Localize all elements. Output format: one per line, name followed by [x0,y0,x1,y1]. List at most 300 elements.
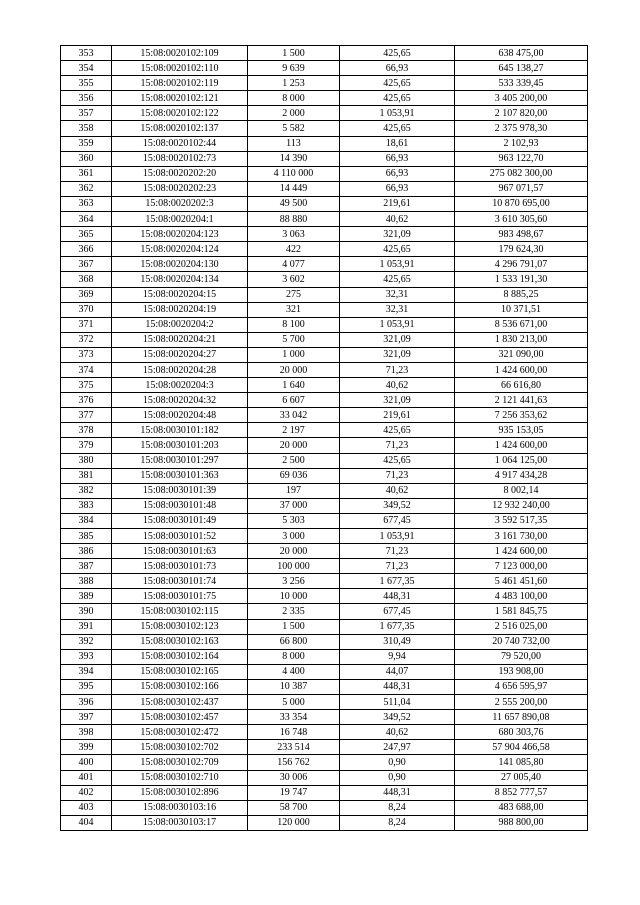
area-cell: 66 800 [248,634,340,649]
table-row [61,453,588,468]
specific-value-cell: 66,93 [340,181,455,196]
area-cell: 2 335 [248,604,340,619]
cadastral-number-cell: 15:08:0020102:122 [112,106,248,121]
cadastral-number-cell: 15:08:0030103:16 [112,800,248,815]
cadastral-value-cell: 1 581 845,75 [455,604,588,619]
area-cell: 37 000 [248,498,340,513]
cadastral-number-cell: 15:08:0030101:52 [112,529,248,544]
table-row [61,619,588,634]
row-number-cell: 369 [61,287,112,302]
specific-value-cell: 677,45 [340,604,455,619]
specific-value-cell: 1 053,91 [340,106,455,121]
area-cell: 5 582 [248,121,340,136]
cadastral-value-cell: 321 090,00 [455,347,588,362]
cadastral-value-cell: 2 375 978,30 [455,121,588,136]
row-number-cell: 371 [61,317,112,332]
cadastral-number-cell: 15:08:0020102:119 [112,76,248,91]
table-row [61,513,588,528]
row-number-cell: 391 [61,619,112,634]
row-number-cell: 387 [61,559,112,574]
specific-value-cell: 425,65 [340,242,455,257]
table-row [61,136,588,151]
area-cell: 4 400 [248,664,340,679]
cadastral-number-cell: 15:08:0020204:28 [112,362,248,377]
row-number-cell: 390 [61,604,112,619]
row-number-cell: 363 [61,196,112,211]
cadastral-number-cell: 15:08:0030102:896 [112,785,248,800]
row-number-cell: 374 [61,362,112,377]
row-number-cell: 397 [61,710,112,725]
row-number-cell: 399 [61,740,112,755]
cadastral-value-cell: 10 870 695,00 [455,196,588,211]
row-number-cell: 357 [61,106,112,121]
area-cell: 5 303 [248,513,340,528]
specific-value-cell: 71,23 [340,544,455,559]
cadastral-number-cell: 15:08:0030102:457 [112,710,248,725]
row-number-cell: 377 [61,408,112,423]
row-number-cell: 403 [61,800,112,815]
specific-value-cell: 71,23 [340,362,455,377]
cadastral-value-cell: 1 064 125,00 [455,453,588,468]
row-number-cell: 373 [61,347,112,362]
table-row [61,393,588,408]
area-cell: 1 500 [248,619,340,634]
specific-value-cell: 349,52 [340,710,455,725]
row-number-cell: 379 [61,438,112,453]
area-cell: 120 000 [248,815,340,830]
table-row [61,272,588,287]
area-cell: 20 000 [248,362,340,377]
specific-value-cell: 448,31 [340,589,455,604]
cadastral-value-cell: 638 475,00 [455,46,588,61]
table-row [61,121,588,136]
specific-value-cell: 32,31 [340,302,455,317]
cadastral-number-cell: 15:08:0020102:110 [112,61,248,76]
cadastral-number-cell: 15:08:0020102:73 [112,151,248,166]
specific-value-cell: 321,09 [340,227,455,242]
cadastral-number-cell: 15:08:0020102:109 [112,46,248,61]
table-row [61,604,588,619]
cadastral-value-cell: 275 082 300,00 [455,166,588,181]
table-row [61,76,588,91]
specific-value-cell: 448,31 [340,785,455,800]
cadastral-value-cell: 533 339,45 [455,76,588,91]
area-cell: 5 700 [248,332,340,347]
row-number-cell: 375 [61,378,112,393]
cadastral-number-cell: 15:08:0020102:44 [112,136,248,151]
cadastral-number-cell: 15:08:0020204:48 [112,408,248,423]
cadastral-value-cell: 645 138,27 [455,61,588,76]
cadastral-value-cell: 66 616,80 [455,378,588,393]
area-cell: 1 640 [248,378,340,393]
specific-value-cell: 66,93 [340,61,455,76]
cadastral-value-cell: 680 303,76 [455,725,588,740]
area-cell: 9 639 [248,61,340,76]
cadastral-number-cell: 15:08:0030102:166 [112,679,248,694]
area-cell: 16 748 [248,725,340,740]
row-number-cell: 383 [61,498,112,513]
specific-value-cell: 425,65 [340,453,455,468]
cadastral-number-cell: 15:08:0030101:363 [112,468,248,483]
row-number-cell: 366 [61,242,112,257]
cadastral-value-cell: 4 656 595,97 [455,679,588,694]
row-number-cell: 398 [61,725,112,740]
area-cell: 3 063 [248,227,340,242]
specific-value-cell: 0,90 [340,755,455,770]
cadastral-value-cell: 935 153,05 [455,423,588,438]
table-row [61,634,588,649]
area-cell: 14 449 [248,181,340,196]
area-cell: 2 197 [248,423,340,438]
area-cell: 49 500 [248,196,340,211]
cadastral-number-cell: 15:08:0030102:164 [112,649,248,664]
cadastral-number-cell: 15:08:0030101:49 [112,513,248,528]
table-row [61,529,588,544]
table-row [61,362,588,377]
specific-value-cell: 40,62 [340,378,455,393]
cadastral-value-cell: 8 852 777,57 [455,785,588,800]
cadastral-value-cell: 1 424 600,00 [455,544,588,559]
table-row [61,800,588,815]
cadastral-number-cell: 15:08:0030101:74 [112,574,248,589]
cadastral-value-cell: 179 624,30 [455,242,588,257]
specific-value-cell: 0,90 [340,770,455,785]
specific-value-cell: 448,31 [340,679,455,694]
specific-value-cell: 32,31 [340,287,455,302]
row-number-cell: 396 [61,695,112,710]
specific-value-cell: 40,62 [340,483,455,498]
area-cell: 233 514 [248,740,340,755]
area-cell: 33 354 [248,710,340,725]
row-number-cell: 365 [61,227,112,242]
row-number-cell: 356 [61,91,112,106]
specific-value-cell: 310,49 [340,634,455,649]
cadastral-number-cell: 15:08:0020204:27 [112,347,248,362]
area-cell: 10 387 [248,679,340,694]
table-row [61,46,588,61]
table-row [61,347,588,362]
specific-value-cell: 219,61 [340,408,455,423]
area-cell: 8 000 [248,649,340,664]
cadastral-value-cell: 3 610 305,60 [455,212,588,227]
area-cell: 1 253 [248,76,340,91]
area-cell: 88 880 [248,212,340,227]
cadastral-number-cell: 15:08:0030102:709 [112,755,248,770]
row-number-cell: 392 [61,634,112,649]
area-cell: 3 256 [248,574,340,589]
table-row [61,483,588,498]
cadastral-number-cell: 15:08:0030101:203 [112,438,248,453]
cadastral-value-cell: 3 592 517,35 [455,513,588,528]
area-cell: 3 000 [248,529,340,544]
specific-value-cell: 511,04 [340,695,455,710]
cadastral-number-cell: 15:08:0020204:134 [112,272,248,287]
row-number-cell: 362 [61,181,112,196]
table-row [61,332,588,347]
cadastral-value-cell: 20 740 732,00 [455,634,588,649]
area-cell: 100 000 [248,559,340,574]
cadastral-number-cell: 15:08:0030102:165 [112,664,248,679]
row-number-cell: 401 [61,770,112,785]
specific-value-cell: 8,24 [340,800,455,815]
cadastral-number-cell: 15:08:0030102:472 [112,725,248,740]
cadastral-number-cell: 15:08:0020202:23 [112,181,248,196]
table-row [61,770,588,785]
cadastral-value-cell: 10 371,51 [455,302,588,317]
row-number-cell: 378 [61,423,112,438]
area-cell: 3 602 [248,272,340,287]
specific-value-cell: 425,65 [340,272,455,287]
area-cell: 20 000 [248,544,340,559]
row-number-cell: 367 [61,257,112,272]
row-number-cell: 353 [61,46,112,61]
specific-value-cell: 44,07 [340,664,455,679]
specific-value-cell: 1 677,35 [340,619,455,634]
cadastral-value-cell: 12 932 240,00 [455,498,588,513]
cadastral-value-cell: 57 904 466,58 [455,740,588,755]
specific-value-cell: 349,52 [340,498,455,513]
specific-value-cell: 71,23 [340,468,455,483]
specific-value-cell: 8,24 [340,815,455,830]
table-row [61,710,588,725]
cadastral-number-cell: 15:08:0030102:710 [112,770,248,785]
table-row [61,679,588,694]
specific-value-cell: 247,97 [340,740,455,755]
row-number-cell: 385 [61,529,112,544]
cadastral-number-cell: 15:08:0020204:2 [112,317,248,332]
cadastral-value-cell: 8 002,14 [455,483,588,498]
area-cell: 2 500 [248,453,340,468]
table-row [61,196,588,211]
row-number-cell: 404 [61,815,112,830]
row-number-cell: 372 [61,332,112,347]
area-cell: 69 036 [248,468,340,483]
row-number-cell: 382 [61,483,112,498]
specific-value-cell: 425,65 [340,46,455,61]
area-cell: 30 006 [248,770,340,785]
table-row [61,815,588,830]
specific-value-cell: 321,09 [340,347,455,362]
table-row [61,61,588,76]
cadastral-value-cell: 988 800,00 [455,815,588,830]
row-number-cell: 380 [61,453,112,468]
area-cell: 5 000 [248,695,340,710]
row-number-cell: 384 [61,513,112,528]
area-cell: 156 762 [248,755,340,770]
cadastral-number-cell: 15:08:0020204:123 [112,227,248,242]
specific-value-cell: 425,65 [340,76,455,91]
row-number-cell: 400 [61,755,112,770]
cadastral-number-cell: 15:08:0030102:115 [112,604,248,619]
cadastral-number-cell: 15:08:0020202:20 [112,166,248,181]
table-row [61,287,588,302]
row-number-cell: 361 [61,166,112,181]
specific-value-cell: 18,61 [340,136,455,151]
cadastral-value-cell: 11 657 890,08 [455,710,588,725]
cadastral-number-cell: 15:08:0020102:137 [112,121,248,136]
cadastral-number-cell: 15:08:0020204:124 [112,242,248,257]
cadastral-number-cell: 15:08:0020204:15 [112,287,248,302]
cadastral-value-cell: 8 885,25 [455,287,588,302]
cadastral-value-cell: 1 830 213,00 [455,332,588,347]
area-cell: 14 390 [248,151,340,166]
row-number-cell: 368 [61,272,112,287]
cadastral-value-cell: 27 005,40 [455,770,588,785]
row-number-cell: 354 [61,61,112,76]
table-row [61,423,588,438]
cadastral-number-cell: 15:08:0020204:3 [112,378,248,393]
cadastral-number-cell: 15:08:0030101:63 [112,544,248,559]
cadastral-value-cell: 1 424 600,00 [455,438,588,453]
cadastral-number-cell: 15:08:0030103:17 [112,815,248,830]
table-row [61,151,588,166]
specific-value-cell: 71,23 [340,559,455,574]
table-row [61,317,588,332]
cadastral-value-cell: 483 688,00 [455,800,588,815]
cadastral-value-cell: 2 555 200,00 [455,695,588,710]
cadastral-number-cell: 15:08:0030102:437 [112,695,248,710]
cadastral-number-cell: 15:08:0030101:48 [112,498,248,513]
specific-value-cell: 425,65 [340,423,455,438]
row-number-cell: 359 [61,136,112,151]
table-row [61,181,588,196]
table-row [61,166,588,181]
row-number-cell: 355 [61,76,112,91]
area-cell: 321 [248,302,340,317]
table-row [61,257,588,272]
area-cell: 33 042 [248,408,340,423]
cadastral-number-cell: 15:08:0030102:123 [112,619,248,634]
table-row [61,408,588,423]
row-number-cell: 364 [61,212,112,227]
table-row [61,544,588,559]
table-row [61,574,588,589]
row-number-cell: 402 [61,785,112,800]
cadastral-number-cell: 15:08:0020204:19 [112,302,248,317]
cadastral-number-cell: 15:08:0030101:73 [112,559,248,574]
cadastral-value-cell: 3 161 730,00 [455,529,588,544]
table-row [61,725,588,740]
table-row [61,559,588,574]
cadastral-number-cell: 15:08:0030102:163 [112,634,248,649]
area-cell: 197 [248,483,340,498]
cadastral-value-cell: 963 122,70 [455,151,588,166]
cadastral-value-cell: 1 533 191,30 [455,272,588,287]
cadastral-value-cell: 4 483 100,00 [455,589,588,604]
cadastral-value-cell: 5 461 451,60 [455,574,588,589]
cadastral-number-cell: 15:08:0020204:21 [112,332,248,347]
table-row [61,695,588,710]
specific-value-cell: 425,65 [340,91,455,106]
document-page [60,45,587,831]
area-cell: 8 100 [248,317,340,332]
specific-value-cell: 321,09 [340,332,455,347]
specific-value-cell: 1 677,35 [340,574,455,589]
area-cell: 113 [248,136,340,151]
cadastral-value-cell: 79 520,00 [455,649,588,664]
cadastral-number-cell: 15:08:0030101:75 [112,589,248,604]
cadastral-value-cell: 2 121 441,63 [455,393,588,408]
row-number-cell: 394 [61,664,112,679]
specific-value-cell: 9,94 [340,649,455,664]
specific-value-cell: 1 053,91 [340,317,455,332]
cadastral-value-cell: 1 424 600,00 [455,362,588,377]
cadastral-value-table [60,45,588,831]
cadastral-value-cell: 8 536 671,00 [455,317,588,332]
table-row [61,664,588,679]
specific-value-cell: 71,23 [340,438,455,453]
row-number-cell: 389 [61,589,112,604]
cadastral-number-cell: 15:08:0030101:182 [112,423,248,438]
specific-value-cell: 1 053,91 [340,529,455,544]
table-row [61,242,588,257]
table-row [61,438,588,453]
specific-value-cell: 425,65 [340,121,455,136]
cadastral-value-cell: 3 405 200,00 [455,91,588,106]
row-number-cell: 376 [61,393,112,408]
area-cell: 6 607 [248,393,340,408]
cadastral-number-cell: 15:08:0020202:3 [112,196,248,211]
row-number-cell: 386 [61,544,112,559]
area-cell: 20 000 [248,438,340,453]
cadastral-value-cell: 983 498,67 [455,227,588,242]
cadastral-number-cell: 15:08:0020102:121 [112,91,248,106]
table-row [61,91,588,106]
specific-value-cell: 66,93 [340,166,455,181]
cadastral-value-cell: 4 917 434,28 [455,468,588,483]
cadastral-value-cell: 193 908,00 [455,664,588,679]
area-cell: 10 000 [248,589,340,604]
specific-value-cell: 219,61 [340,196,455,211]
cadastral-value-cell: 2 516 025,00 [455,619,588,634]
table-row [61,302,588,317]
table-row [61,468,588,483]
specific-value-cell: 1 053,91 [340,257,455,272]
cadastral-value-cell: 7 256 353,62 [455,408,588,423]
table-row [61,785,588,800]
cadastral-value-cell: 141 085,80 [455,755,588,770]
cadastral-value-cell: 2 102,93 [455,136,588,151]
specific-value-cell: 677,45 [340,513,455,528]
cadastral-value-cell: 967 071,57 [455,181,588,196]
specific-value-cell: 66,93 [340,151,455,166]
area-cell: 4 110 000 [248,166,340,181]
area-cell: 275 [248,287,340,302]
specific-value-cell: 40,62 [340,212,455,227]
cadastral-number-cell: 15:08:0020204:1 [112,212,248,227]
area-cell: 1 500 [248,46,340,61]
row-number-cell: 395 [61,679,112,694]
cadastral-number-cell: 15:08:0020204:130 [112,257,248,272]
table-row [61,378,588,393]
table-row [61,212,588,227]
table-row [61,227,588,242]
area-cell: 2 000 [248,106,340,121]
table-row [61,589,588,604]
cadastral-number-cell: 15:08:0020204:32 [112,393,248,408]
specific-value-cell: 40,62 [340,725,455,740]
row-number-cell: 358 [61,121,112,136]
cadastral-value-cell: 2 107 820,00 [455,106,588,121]
cadastral-number-cell: 15:08:0030102:702 [112,740,248,755]
table-body [61,46,588,831]
row-number-cell: 360 [61,151,112,166]
cadastral-value-cell: 4 296 791,07 [455,257,588,272]
row-number-cell: 370 [61,302,112,317]
area-cell: 58 700 [248,800,340,815]
table-row [61,740,588,755]
cadastral-number-cell: 15:08:0030101:297 [112,453,248,468]
